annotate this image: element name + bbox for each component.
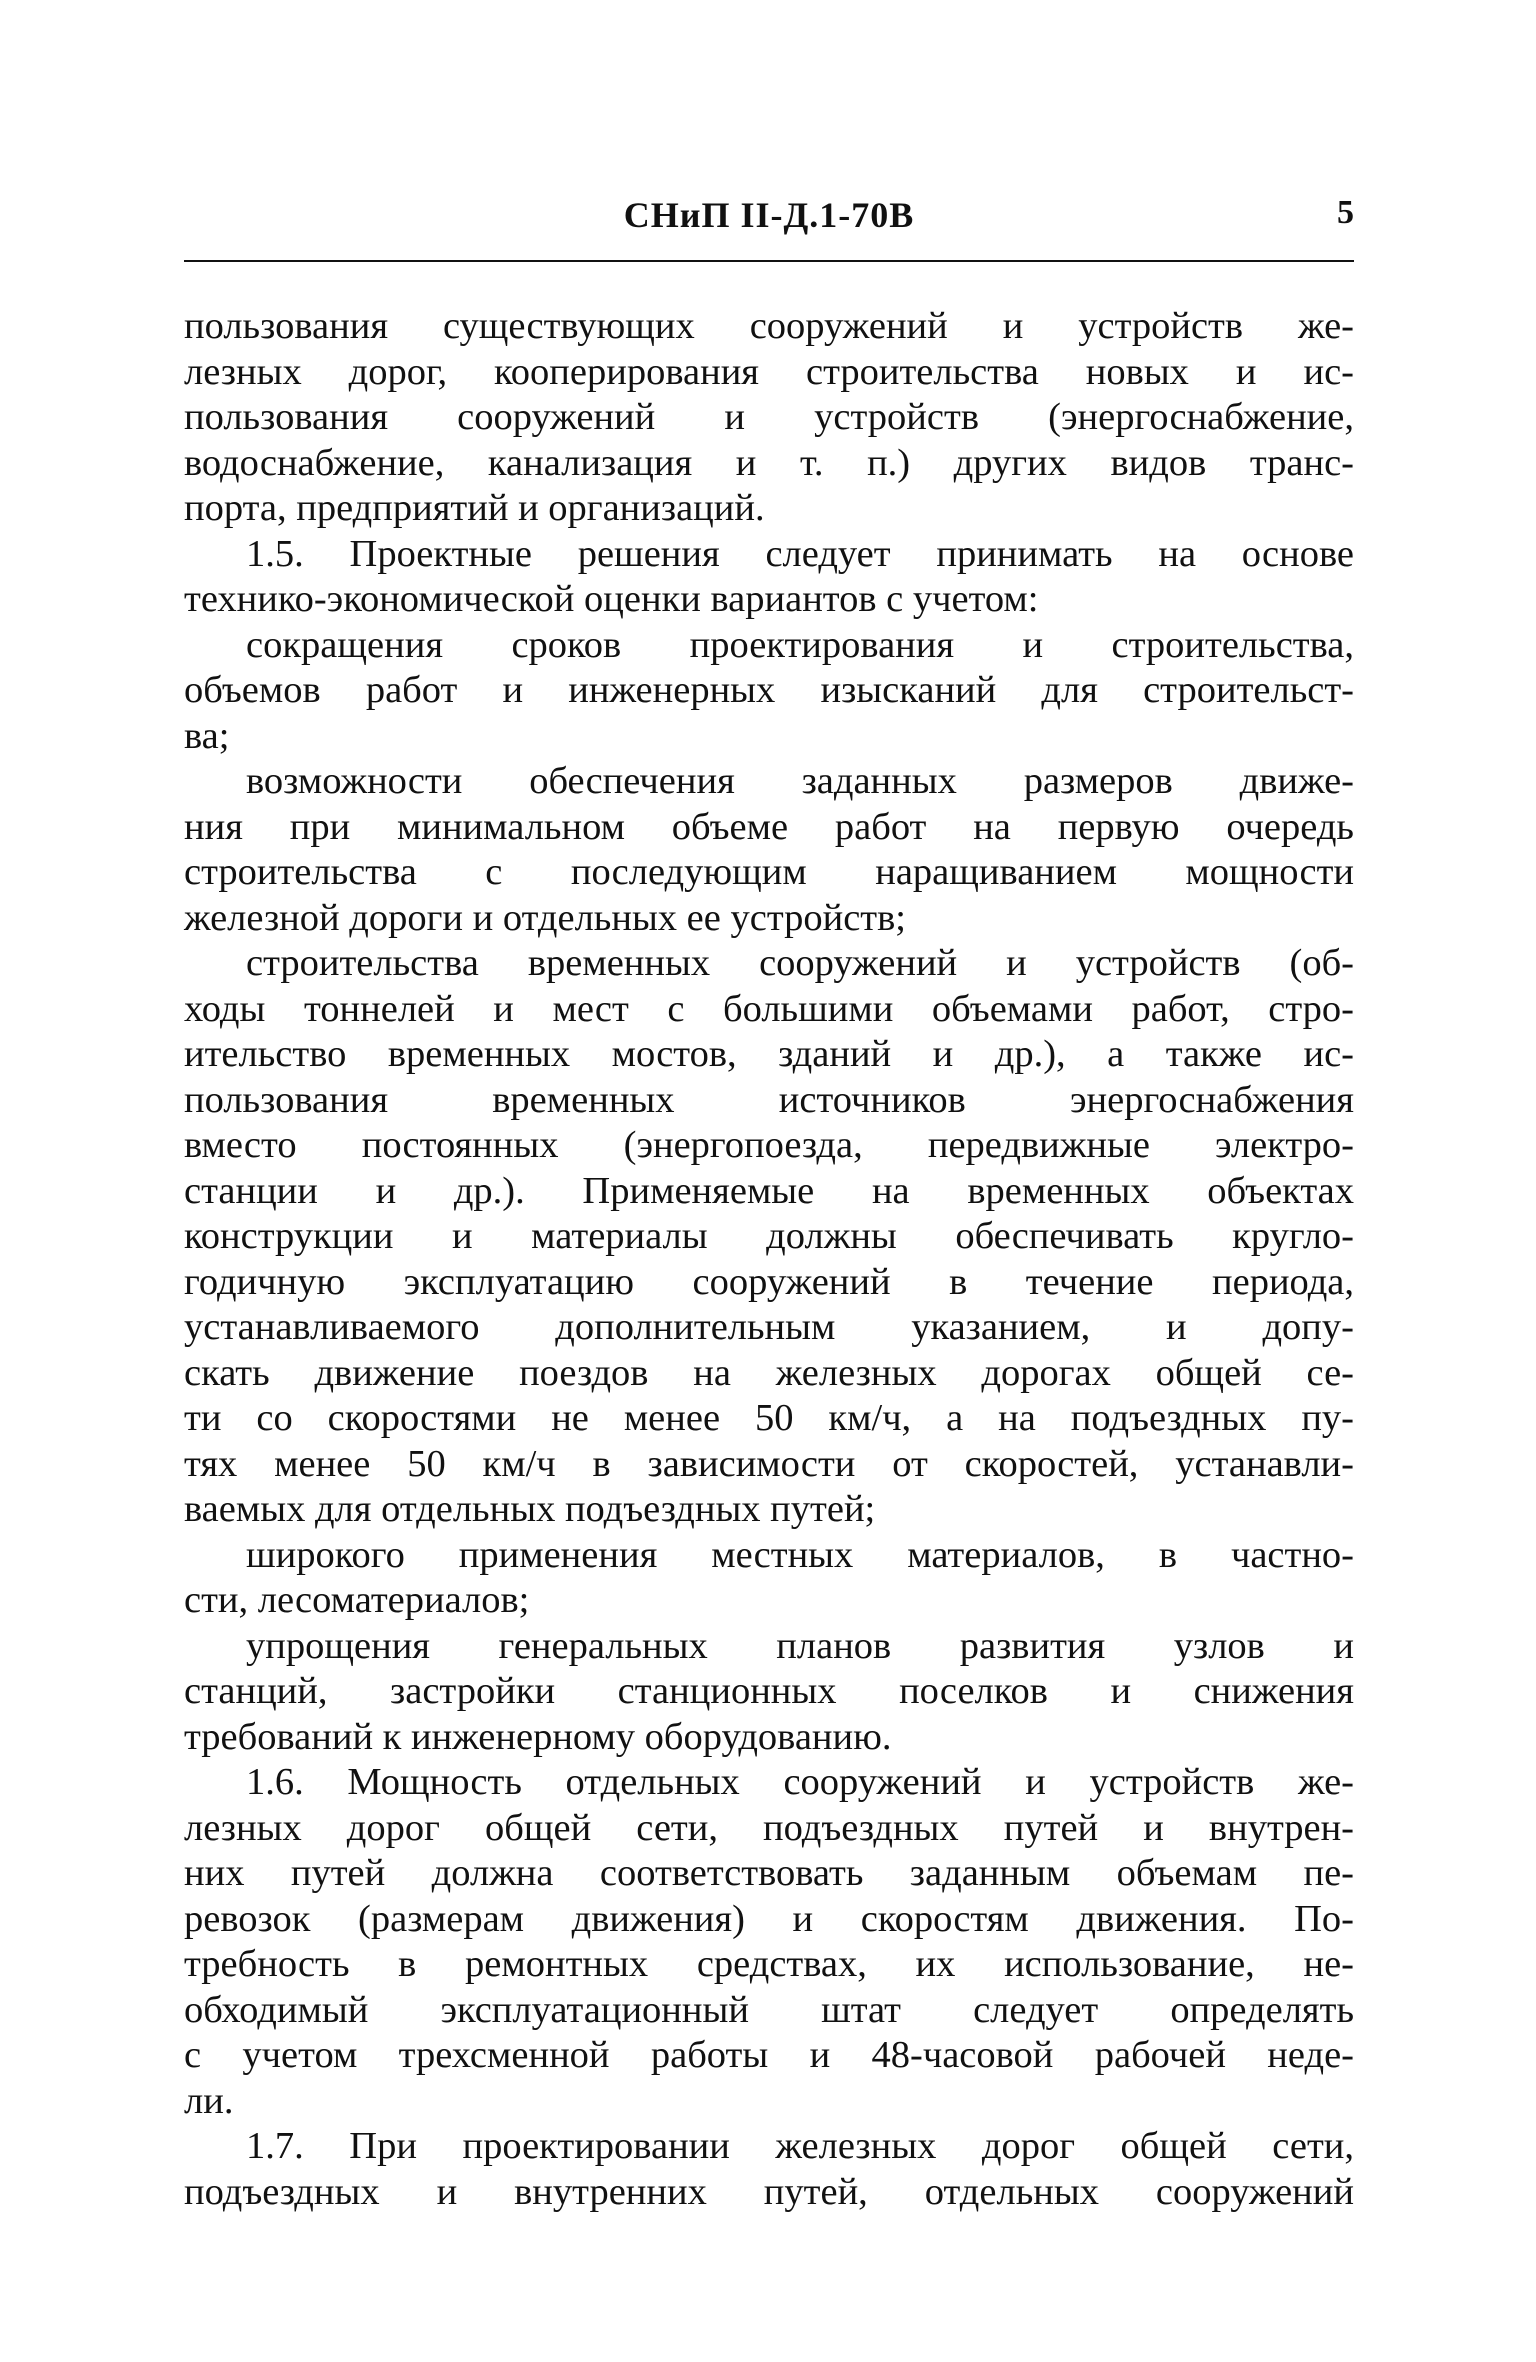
text-line: 1.6. Мощность отдельных сооружений и устройств же- <box>246 1761 1354 1803</box>
text-line: широкого применения местных материалов, в частно- <box>246 1533 1354 1576</box>
text-line: ва; <box>184 714 230 757</box>
text-line: технико-экономической оценки вариантов с учетом: <box>184 578 1039 620</box>
text-line: ревозок (размерам движения) и скоростям движения. По- <box>184 1897 1354 1940</box>
text-line: упрощения генеральных планов развития узлов и <box>246 1624 1354 1667</box>
text-line: 1.5. Проектные решения следует принимать на основе <box>246 532 1354 575</box>
text-line: конструкции и материалы должны обеспечивать кругло- <box>184 1215 1354 1257</box>
text-line: станций, застройки станционных поселков и снижения <box>184 1670 1354 1712</box>
text-line: ходы тоннелей и мест с большими объемами работ, стро- <box>184 987 1354 1030</box>
body-text <box>184 304 1354 2215</box>
page-number: 5 <box>1337 194 1354 231</box>
text-line: порта, предприятий и организаций. <box>184 487 765 529</box>
text-line: лезных дорог общей сети, подъездных путей и внутрен- <box>184 1806 1354 1849</box>
document-page <box>184 150 1354 2215</box>
text-line: водоснабжение, канализация и т. п.) других видов транс- <box>184 441 1354 484</box>
text-line: ительство временных мостов, зданий и др.), а также ис- <box>184 1033 1354 1075</box>
text-line: тях менее 50 км/ч в зависимости от скоростей, устанавли- <box>184 1442 1354 1485</box>
text-line: скать движение поездов на железных дорогах общей се- <box>184 1351 1354 1394</box>
text-line: ли. <box>184 2079 234 2122</box>
text-line: ния при минимальном объеме работ на первую очередь <box>184 805 1354 848</box>
text-line: ваемых для отдельных подъездных путей; <box>184 1488 876 1530</box>
text-line: станции и др.). Применяемые на временных объектах <box>184 1169 1354 1212</box>
text-line: подъездных и внутренних путей, отдельных сооружений <box>184 2170 1354 2213</box>
text-line: ти со скоростями не менее 50 км/ч, а на подъездных пу- <box>184 1397 1354 1439</box>
text-line: сти, лесоматериалов; <box>184 1579 530 1621</box>
text-line: строительства временных сооружений и устройств (об- <box>246 942 1354 984</box>
text-line: пользования сооружений и устройств (энергоснабжение, <box>184 396 1354 438</box>
text-line: них путей должна соответствовать заданным объемам пе- <box>184 1852 1354 1894</box>
text-line: с учетом трехсменной работы и 48-часовой рабочей неде- <box>184 2034 1354 2076</box>
text-line: требований к инженерному оборудованию. <box>184 1715 892 1758</box>
document-code-title: СНиП II-Д.1-70В <box>623 195 915 235</box>
text-line: сокращения сроков проектирования и строительства, <box>246 623 1354 666</box>
text-line: устанавливаемого дополнительным указанием, и допу- <box>184 1306 1354 1348</box>
running-header <box>184 150 1354 262</box>
text-line: возможности обеспечения заданных размеров движе- <box>246 760 1354 802</box>
text-line: строительства с последующим наращиванием мощности <box>184 851 1354 893</box>
text-line: требность в ремонтных средствах, их использование, не- <box>184 1943 1354 1985</box>
text-line: пользования временных источников энергоснабжения <box>184 1078 1354 1121</box>
text-line: пользования существующих сооружений и устройств же- <box>184 305 1354 347</box>
text-line: 1.7. При проектировании железных дорог общей сети, <box>246 2125 1354 2167</box>
text-line: лезных дорог, кооперирования строительства новых и ис- <box>184 350 1354 393</box>
text-line: объемов работ и инженерных изысканий для строительст- <box>184 669 1354 711</box>
text-line: годичную эксплуатацию сооружений в течение периода, <box>184 1260 1354 1303</box>
text-line: вместо постоянных (энергопоезда, передвижные электро- <box>184 1124 1354 1166</box>
text-line: железной дороги и отдельных ее устройств; <box>184 896 907 939</box>
text-line: обходимый эксплуатационный штат следует определять <box>184 1988 1354 2031</box>
